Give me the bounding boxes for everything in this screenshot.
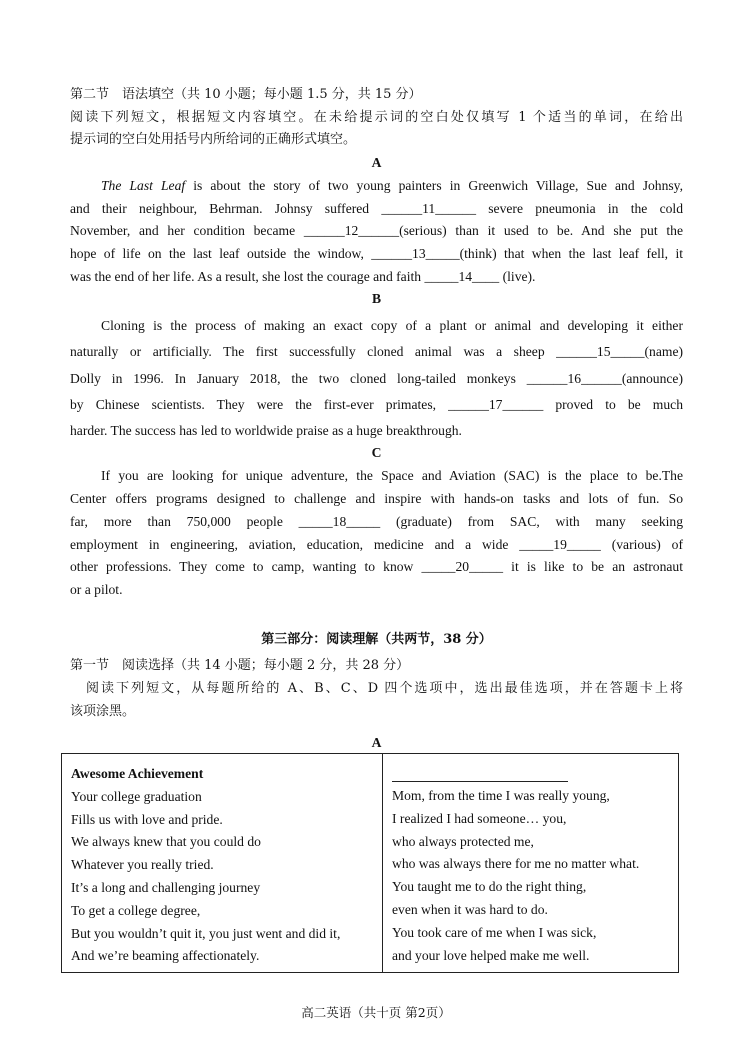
passage-c-line1: If you are looking for unique adventure, the Space and Aviation (SAC) is the place to be.The <box>101 468 683 483</box>
passage-a-line4: hope of life on the last leaf outside the window, ______13_____(think) that when the last leaf fell, it <box>70 246 683 261</box>
right-poem-line: I realized I had someone… you, <box>392 810 567 826</box>
passage-c-line4: employment in engineering, aviation, education, medicine and a wide _____19_____ (various) of <box>70 537 683 552</box>
passage-b-line4: by Chinese scientists. They were the first-ever primates, ______17______ proved to be much <box>70 397 683 412</box>
right-poem-line: and your love helped make me well. <box>392 947 590 963</box>
section2-instruction-line2: 提示词的空白处用括号内所给词的正确形式填空。 <box>70 132 357 147</box>
passage-b-line2: naturally or artificially. The first successfully cloned animal was a sheep ______15_____(name) <box>70 344 683 359</box>
passage-c-line3: far, more than 750,000 people _____18_____ (graduate) from SAC, with many seeking <box>70 514 683 529</box>
left-poem-cell <box>62 754 383 973</box>
passage-a-line1-text: is about the story of two young painters in Greenwich Village, Sue and Johnsy, <box>185 178 683 193</box>
right-poem-line: who always protected me, <box>392 833 534 849</box>
left-poem-line: To get a college degree, <box>71 902 201 918</box>
passage-b-line5: harder. The success has led to worldwide praise as a huge breakthrough. <box>70 423 462 438</box>
passage-c-line2: Center offers programs designed to challenge and inspire with hands-on tasks and lots of fun. So <box>70 491 683 506</box>
passage-b-line1: Cloning is the process of making an exact copy of a plant or animal and developing it either <box>101 318 683 333</box>
passage-a-line2: and their neighbour, Behrman. Johnsy suffered ______11______ severe pneumonia in the cold <box>70 201 683 216</box>
poems-table <box>61 753 679 973</box>
passage-a-line5: was the end of her life. As a result, she lost the courage and faith _____14____ (live). <box>70 269 536 284</box>
left-poem-line: We always knew that you could do <box>71 834 261 850</box>
part3-section1-heading: 第一节 阅读选择（共 14 小题；每小题 2 分，共 28 分） <box>70 658 410 673</box>
left-poem-title: Awesome Achievement <box>71 766 204 781</box>
right-poem-line: who was always there for me no matter what. <box>392 856 640 872</box>
right-poem-line: You taught me to do the right thing, <box>392 879 587 895</box>
part3-instruction-line2: 该项涂黑。 <box>70 704 136 719</box>
reading-passage-a-label: A <box>371 735 382 750</box>
passage-c-line5: other professions. They come to camp, wanting to know _____20_____ it is like to be an astronaut <box>70 559 683 574</box>
passage-a-title: The Last Leaf <box>101 178 186 193</box>
right-poem-line: even when it was hard to do. <box>392 901 548 917</box>
passage-a-line3: November, and her condition became ______12______(serious) than it used to be. And she put the <box>70 223 683 238</box>
part3-title: 第三部分：阅读理解（共两节，38 分） <box>261 632 492 647</box>
part3-instruction-line1: 阅读下列短文，从每题所给的 A、B、C、D 四个选项中，选出最佳选项，并在答题卡上将 <box>86 681 683 696</box>
right-poem-line: You took care of me when I was sick, <box>392 924 597 940</box>
passage-b-line3: Dolly in 1996. In January 2018, the two cloned long-tailed monkeys ______16______(announce) <box>70 371 683 386</box>
right-poem-cell <box>383 754 679 973</box>
right-poem-title-blank <box>392 763 670 785</box>
passage-c-label: C <box>371 445 382 460</box>
left-poem-line: Fills us with love and pride. <box>71 811 223 827</box>
left-poem-line: And we’re beaming affectionately. <box>71 948 260 964</box>
section2-instruction-line1: 阅读下列短文，根据短文内容填空。在未给提示词的空白处仅填写 1 个适当的单词，在给出 <box>70 110 683 125</box>
left-poem-line: It’s a long and challenging journey <box>71 879 261 895</box>
passage-a-label: A <box>371 155 382 170</box>
passage-c-line6: or a pilot. <box>70 582 123 597</box>
page-footer: 高二英语（共十页 第2页） <box>301 1005 451 1020</box>
left-poem-line: But you wouldn’t quit it, you just went and did it, <box>71 925 341 941</box>
section2-heading: 第二节 语法填空（共 10 小题；每小题 1.5 分，共 15 分） <box>70 87 422 102</box>
right-poem-line: Mom, from the time I was really young, <box>392 788 610 803</box>
left-poem-line: Whatever you really tried. <box>71 857 214 873</box>
left-poem-line: Your college graduation <box>71 788 202 804</box>
passage-a-line1 <box>101 176 683 196</box>
passage-b-label: B <box>371 291 382 306</box>
